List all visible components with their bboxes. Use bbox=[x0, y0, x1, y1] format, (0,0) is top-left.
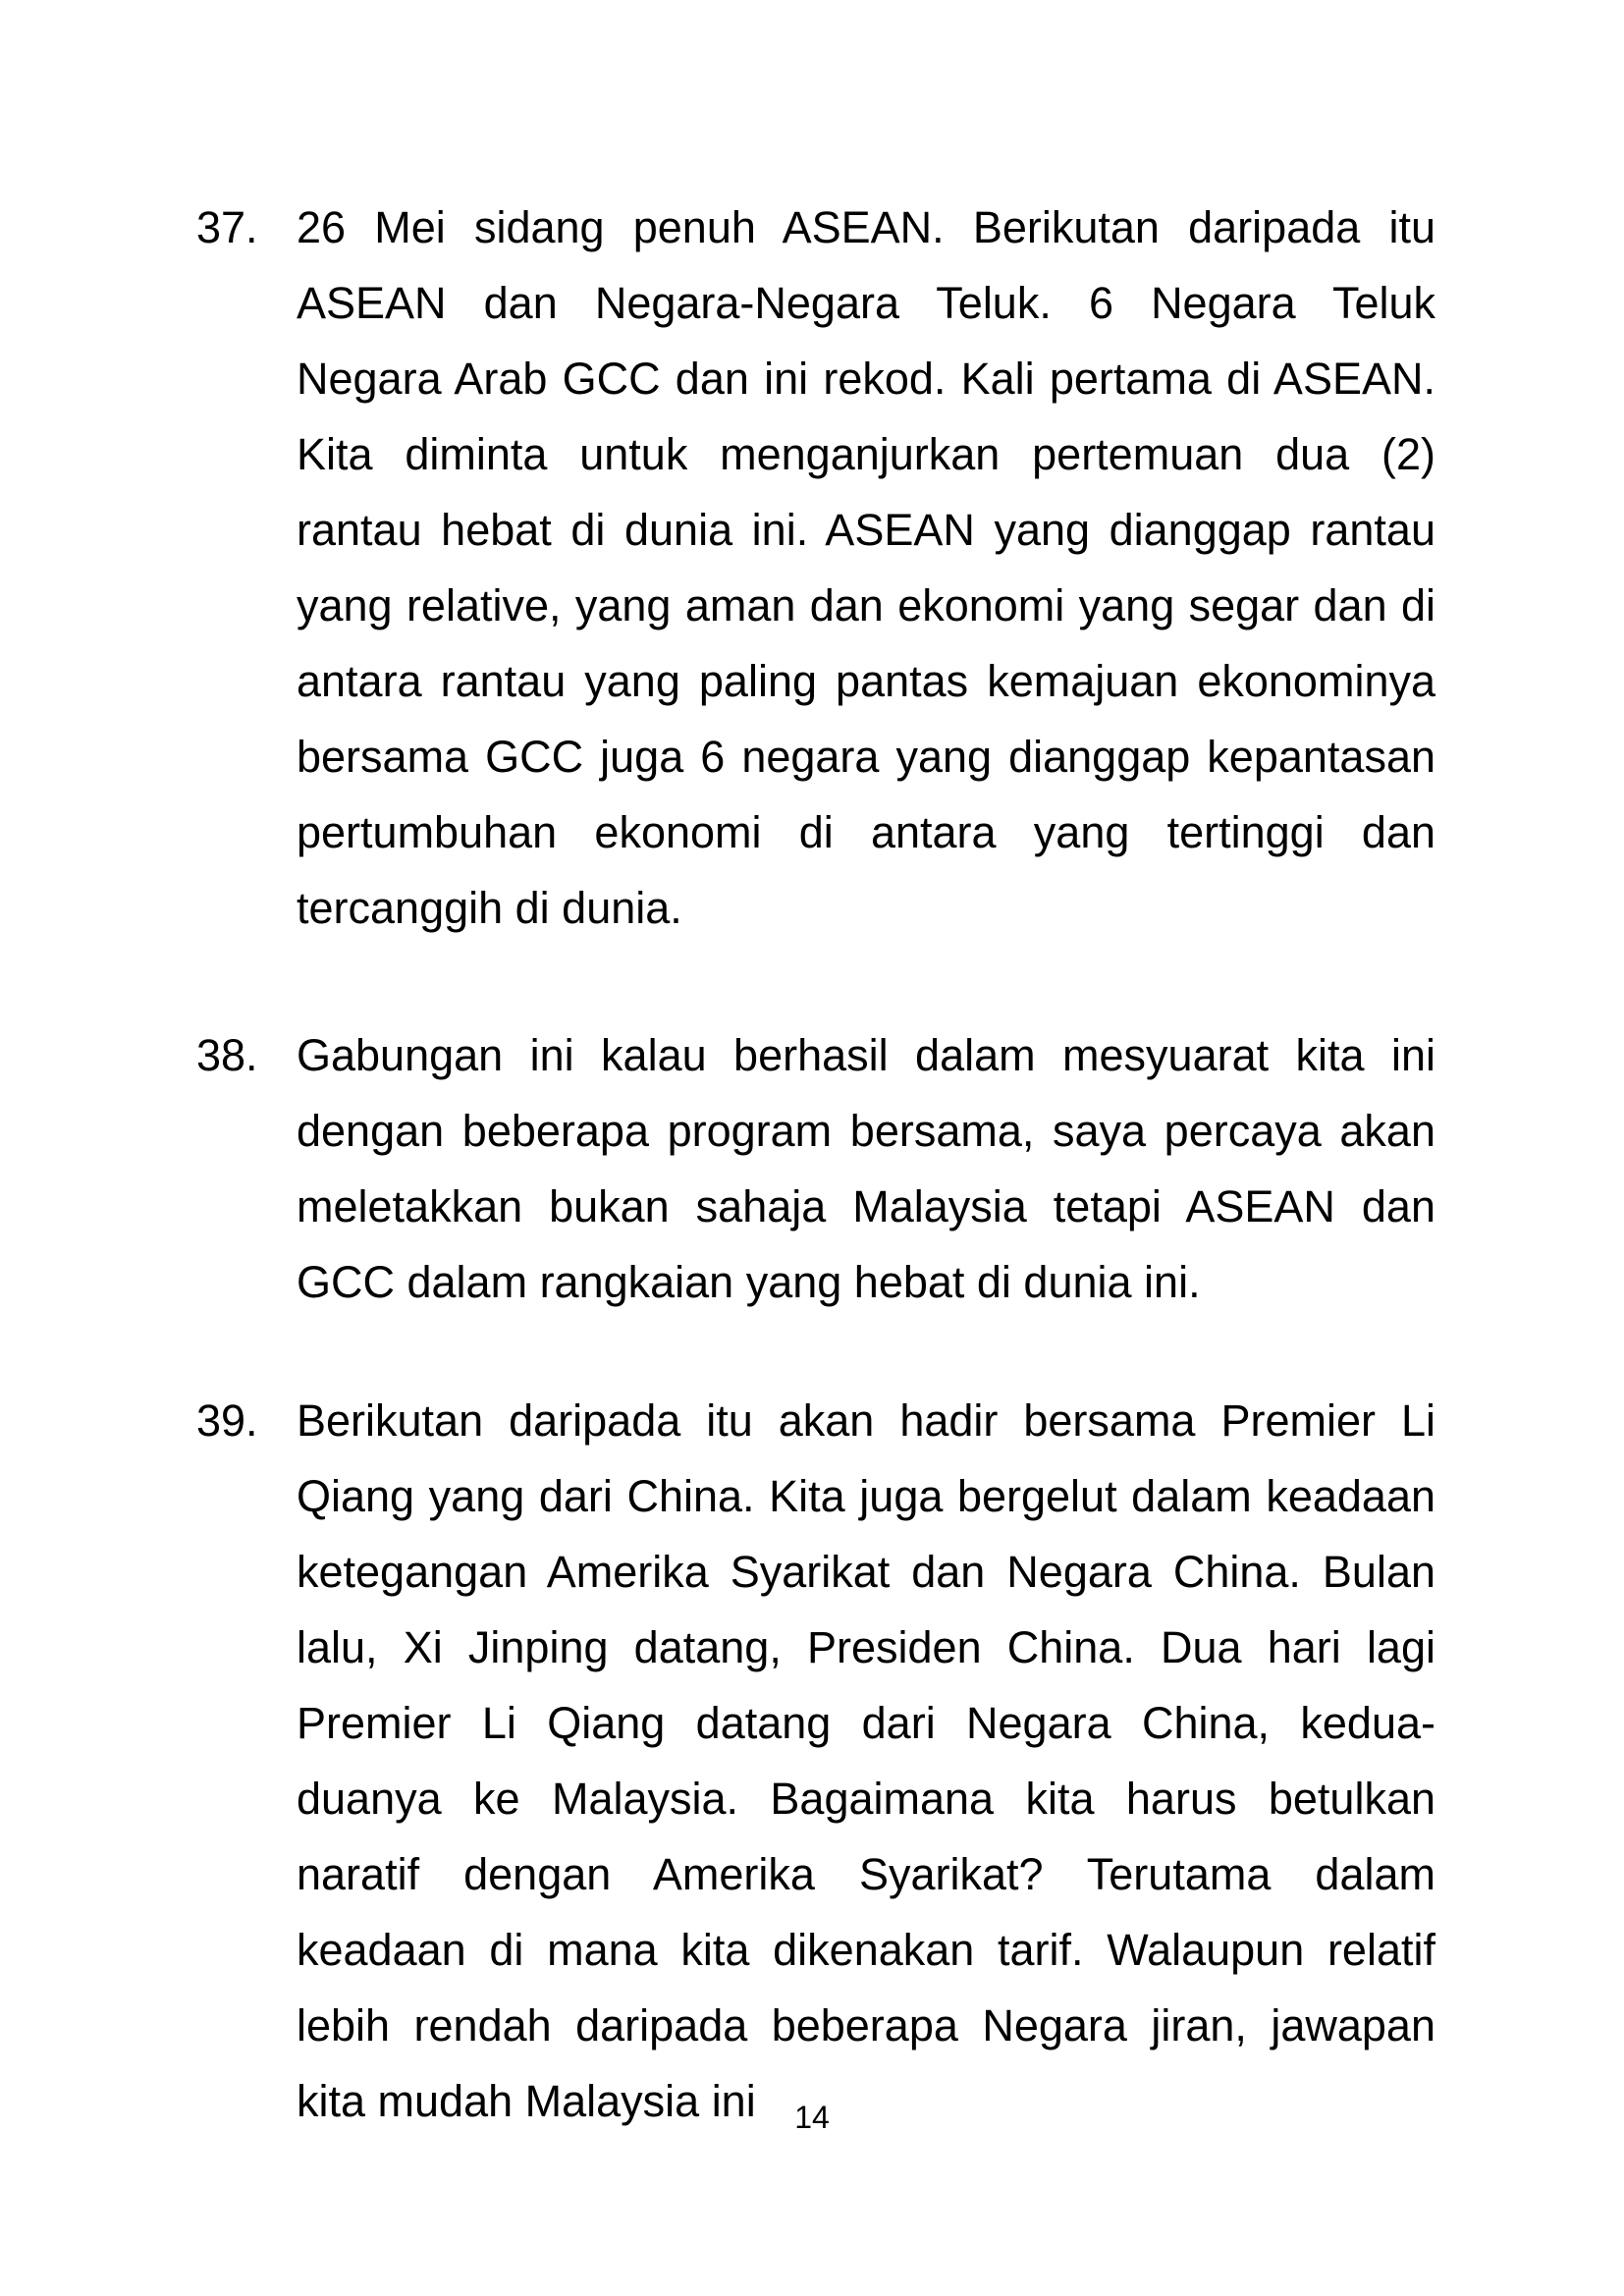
paragraph-text: Berikutan daripada itu akan hadir bersama Premier Li Qiang yang dari China. Kita juga bergelut dalam keadaan ketegangan Amerika Syarikat dan Negara China. Bulan lalu, Xi Jinping datang, Presiden China. Dua hari lagi Premier Li Qiang datang dari Negara China, kedua-duanya ke Malaysia. Bagaimana kita harus betulkan naratif dengan Amerika Syarikat? Terutama dalam keadaan di mana kita dikenakan tarif. Walaupun relatif lebih rendah daripada beberapa Negara jiran, jawapan kita mudah Malaysia ini bbox=[297, 1395, 1435, 2126]
page-number: 14 bbox=[794, 2100, 830, 2135]
paragraph-39 bbox=[196, 1383, 1435, 2139]
paragraph-text: Gabungan ini kalau berhasil dalam mesyuarat kita ini dengan beberapa program bersama, saya percaya akan meletakkan bukan sahaja Malaysia tetapi ASEAN dan GCC dalam rangkaian yang hebat di dunia ini. bbox=[297, 1030, 1435, 1307]
paragraph-38 bbox=[196, 1017, 1435, 1320]
paragraph-text: 26 Mei sidang penuh ASEAN. Berikutan daripada itu ASEAN dan Negara-Negara Teluk. 6 Negara Teluk Negara Arab GCC dan ini rekod. Kali pertama di ASEAN. Kita diminta untuk menganjurkan pertemuan dua (2) rantau hebat di dunia ini. ASEAN yang dianggap rantau yang relative, yang aman dan ekonomi yang segar dan di antara rantau yang paling pantas kemajuan ekonominya bersama GCC juga 6 negara yang dianggap kepantasan pertumbuhan ekonomi di antara yang tertinggi dan tercanggih di dunia. bbox=[297, 202, 1435, 933]
paragraph-number: 38. bbox=[196, 1030, 258, 1080]
paragraph-number: 37. bbox=[196, 202, 258, 252]
paragraph-number: 39. bbox=[196, 1395, 258, 1446]
paragraph-37 bbox=[196, 190, 1435, 946]
